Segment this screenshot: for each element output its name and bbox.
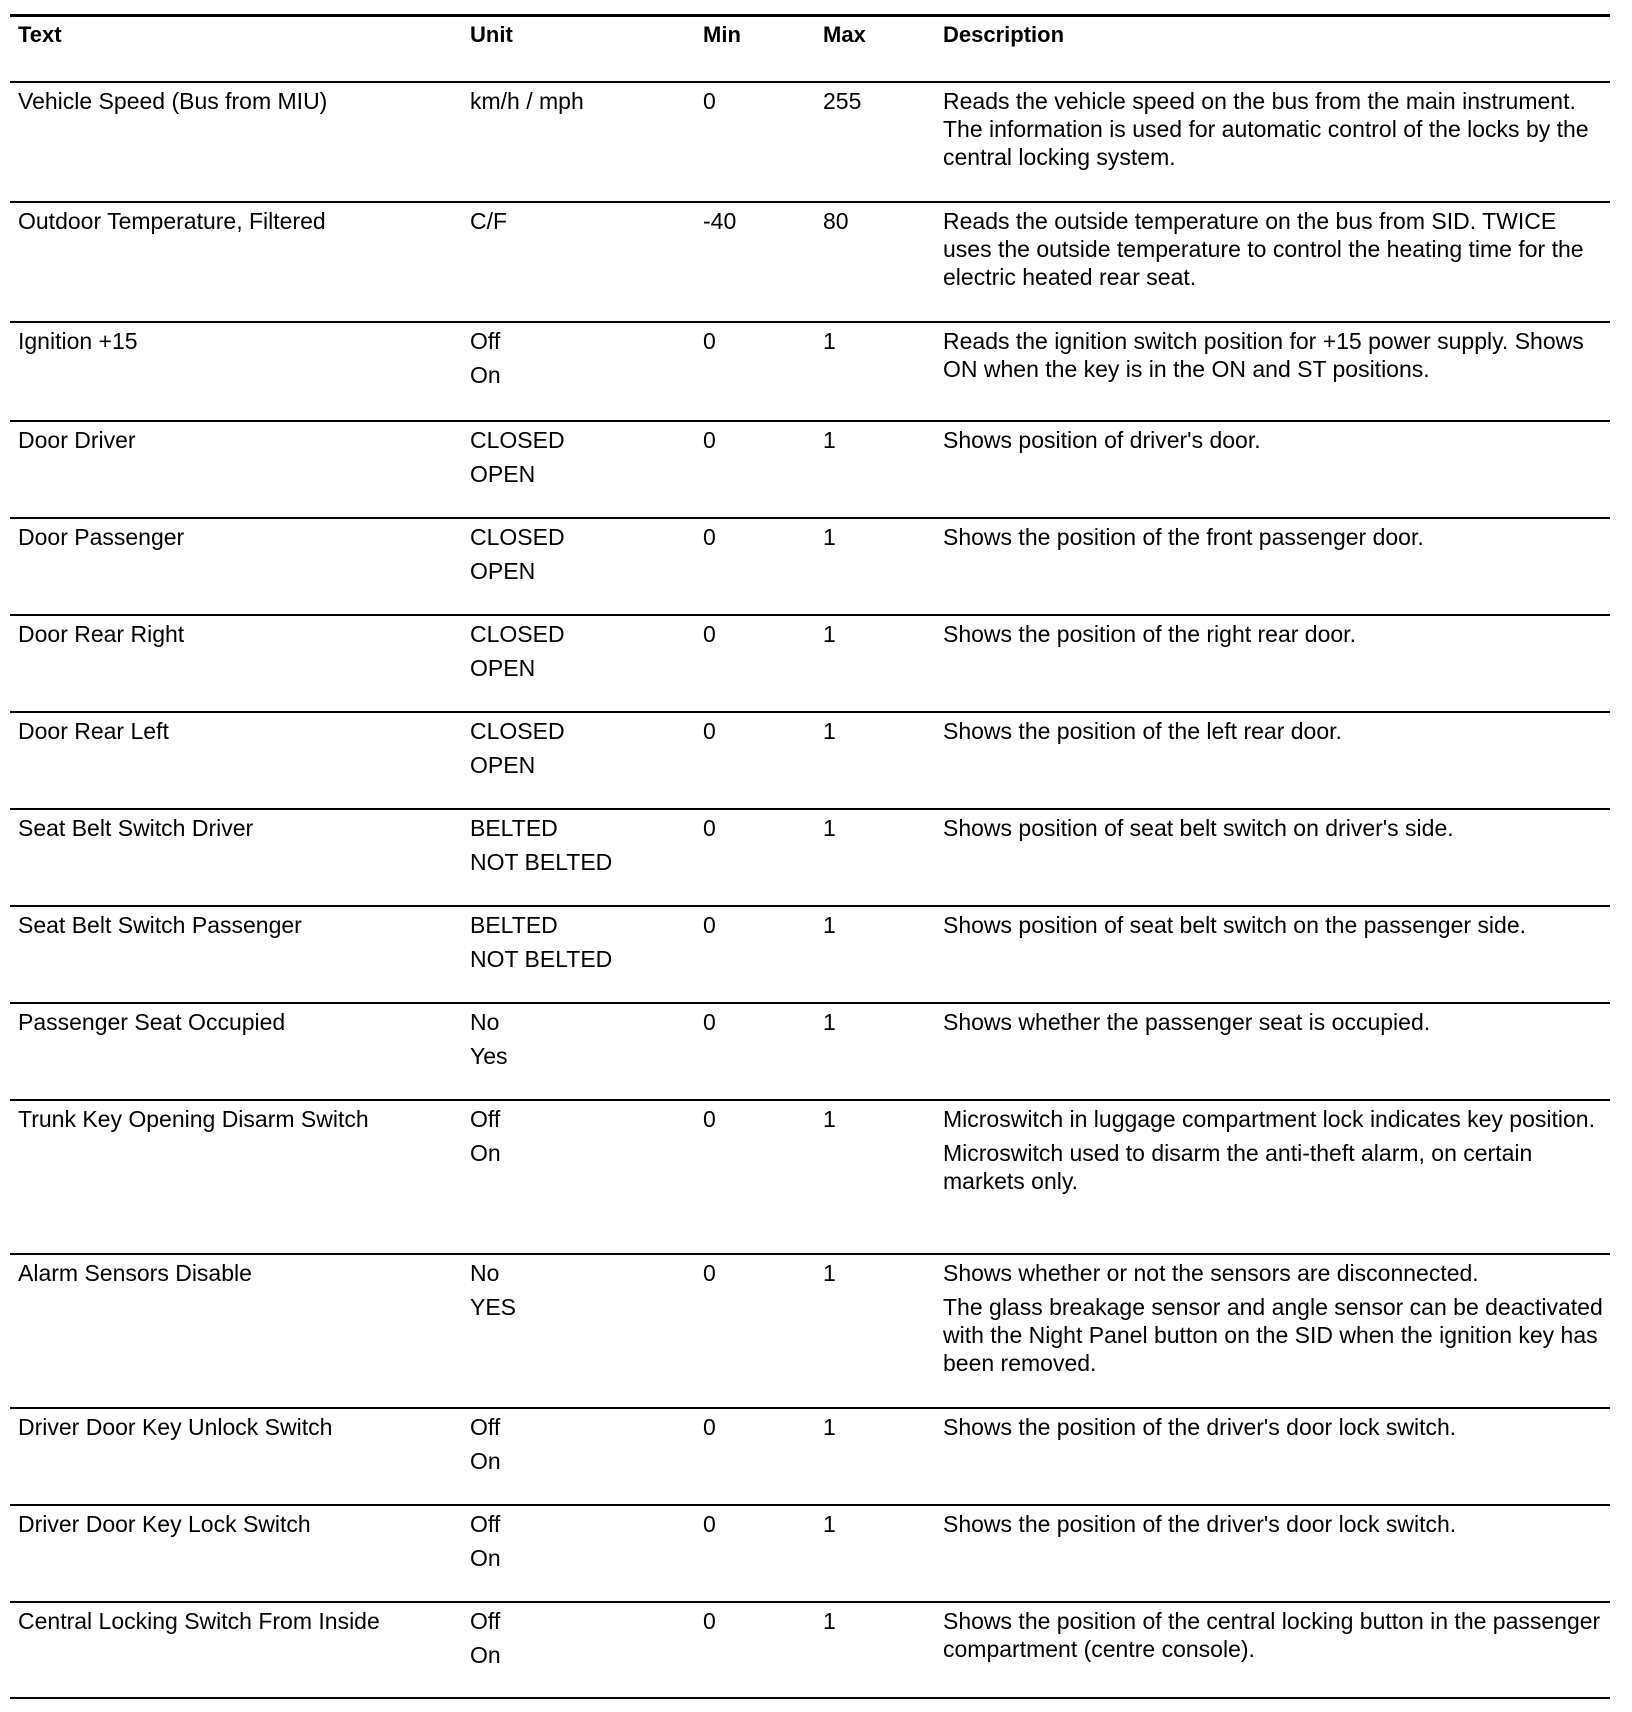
cell-description [935, 421, 1610, 518]
cell-unit [462, 518, 695, 615]
cell-min: 0 [695, 322, 815, 421]
description-text: Reads the vehicle speed on the bus from the main instrument. The information is used for automatic control of the locks by the central locking system. [943, 88, 1589, 170]
header-text: Text [10, 16, 462, 83]
unit-value: OPEN [470, 558, 536, 584]
table-row [10, 322, 1610, 421]
cell-description [935, 82, 1610, 202]
cell-text: Driver Door Key Lock Switch [10, 1505, 462, 1602]
unit-value: Yes [470, 1043, 508, 1069]
description-text: The glass breakage sensor and angle sensor can be deactivated with the Night Panel button on the SID when the ignition key has been removed. [943, 1294, 1603, 1376]
description-text: Shows the position of the driver's door lock switch. [943, 1511, 1457, 1537]
cell-max: 1 [815, 712, 935, 809]
unit-value: CLOSED [470, 718, 565, 744]
cell-description [935, 809, 1610, 906]
cell-description [935, 1254, 1610, 1408]
cell-description [935, 1505, 1610, 1602]
cell-max: 1 [815, 518, 935, 615]
cell-text: Door Rear Right [10, 615, 462, 712]
table-row [10, 1505, 1610, 1602]
table-header-row [10, 16, 1610, 83]
cell-unit [462, 809, 695, 906]
table-row [10, 202, 1610, 322]
cell-text: Door Passenger [10, 518, 462, 615]
cell-description [935, 1408, 1610, 1505]
unit-value: On [470, 1140, 501, 1166]
cell-unit [462, 82, 695, 202]
unit-value: BELTED [470, 815, 558, 841]
cell-min: 0 [695, 1505, 815, 1602]
table-row [10, 82, 1610, 202]
description-text: Shows position of seat belt switch on driver's side. [943, 815, 1454, 841]
unit-value: On [470, 362, 501, 388]
cell-min: 0 [695, 712, 815, 809]
table-row [10, 1100, 1610, 1254]
description-text: Shows the position of the driver's door lock switch. [943, 1414, 1457, 1440]
cell-unit [462, 1408, 695, 1505]
unit-value: No [470, 1009, 500, 1035]
unit-value: BELTED [470, 912, 558, 938]
cell-unit [462, 1003, 695, 1100]
description-text: Shows whether or not the sensors are disconnected. [943, 1260, 1479, 1286]
table-row [10, 809, 1610, 906]
description-text: Shows the position of the front passenger door. [943, 524, 1424, 550]
cell-text: Door Rear Left [10, 712, 462, 809]
cell-text: Door Driver [10, 421, 462, 518]
description-text: Shows the position of the right rear door. [943, 621, 1356, 647]
cell-unit [462, 615, 695, 712]
unit-value: Off [470, 1511, 501, 1537]
cell-unit [462, 421, 695, 518]
cell-unit [462, 322, 695, 421]
description-text: Shows position of driver's door. [943, 427, 1261, 453]
cell-min: 0 [695, 518, 815, 615]
unit-value: Off [470, 1608, 501, 1634]
cell-min: 0 [695, 421, 815, 518]
cell-min: 0 [695, 1100, 815, 1254]
cell-description [935, 202, 1610, 322]
cell-min: 0 [695, 1408, 815, 1505]
cell-min: 0 [695, 82, 815, 202]
cell-max: 1 [815, 1505, 935, 1602]
cell-max: 1 [815, 322, 935, 421]
cell-text: Driver Door Key Unlock Switch [10, 1408, 462, 1505]
table-row [10, 906, 1610, 1003]
cell-min: 0 [695, 809, 815, 906]
cell-description [935, 615, 1610, 712]
cell-max: 80 [815, 202, 935, 322]
cell-max: 1 [815, 1408, 935, 1505]
unit-value: Off [470, 328, 501, 354]
cell-max: 1 [815, 421, 935, 518]
cell-text: Outdoor Temperature, Filtered [10, 202, 462, 322]
table-row [10, 421, 1610, 518]
cell-max: 1 [815, 906, 935, 1003]
cell-max: 1 [815, 1602, 935, 1698]
table-row [10, 1003, 1610, 1100]
cell-text: Vehicle Speed (Bus from MIU) [10, 82, 462, 202]
unit-value: C/F [470, 208, 508, 234]
description-text: Microswitch in luggage compartment lock indicates key position. [943, 1106, 1595, 1132]
cell-description [935, 1003, 1610, 1100]
cell-unit [462, 712, 695, 809]
table-row [10, 1254, 1610, 1408]
table-row [10, 1602, 1610, 1698]
cell-text: Alarm Sensors Disable [10, 1254, 462, 1408]
cell-max: 1 [815, 1100, 935, 1254]
cell-max: 1 [815, 1003, 935, 1100]
description-text: Reads the outside temperature on the bus from SID. TWICE uses the outside temperature to control the heating time for the electric heated rear seat. [943, 208, 1584, 290]
cell-min: 0 [695, 906, 815, 1003]
unit-value: On [470, 1545, 501, 1571]
cell-text: Ignition +15 [10, 322, 462, 421]
unit-value: OPEN [470, 461, 536, 487]
cell-unit [462, 1100, 695, 1254]
parameter-table [10, 14, 1610, 1699]
unit-value: YES [470, 1294, 517, 1320]
header-min: Min [695, 16, 815, 83]
cell-max: 255 [815, 82, 935, 202]
cell-text: Central Locking Switch From Inside [10, 1602, 462, 1698]
unit-value: OPEN [470, 752, 536, 778]
cell-min: 0 [695, 1254, 815, 1408]
cell-description [935, 322, 1610, 421]
cell-max: 1 [815, 809, 935, 906]
table-row [10, 1408, 1610, 1505]
unit-value: CLOSED [470, 427, 565, 453]
unit-value: No [470, 1260, 500, 1286]
table-row [10, 518, 1610, 615]
cell-description [935, 1602, 1610, 1698]
cell-unit [462, 1254, 695, 1408]
unit-value: OPEN [470, 655, 536, 681]
unit-value: NOT BELTED [470, 849, 613, 875]
cell-min: 0 [695, 1602, 815, 1698]
cell-description [935, 712, 1610, 809]
cell-unit [462, 202, 695, 322]
header-max: Max [815, 16, 935, 83]
unit-value: NOT BELTED [470, 946, 613, 972]
header-description: Description [935, 16, 1610, 83]
cell-description [935, 1100, 1610, 1254]
description-text: Microswitch used to disarm the anti-theft alarm, on certain markets only. [943, 1140, 1533, 1194]
cell-description [935, 906, 1610, 1003]
cell-max: 1 [815, 615, 935, 712]
cell-max: 1 [815, 1254, 935, 1408]
cell-min: 0 [695, 615, 815, 712]
unit-value: km/h / mph [470, 88, 584, 114]
cell-text: Seat Belt Switch Driver [10, 809, 462, 906]
unit-value: On [470, 1642, 501, 1668]
description-text: Reads the ignition switch position for +15 power supply. Shows ON when the key is in the ON and ST positions. [943, 328, 1584, 382]
table-row [10, 615, 1610, 712]
unit-value: Off [470, 1414, 501, 1440]
description-text: Shows the position of the central locking button in the passenger compartment (centre console). [943, 1608, 1601, 1662]
description-text: Shows whether the passenger seat is occupied. [943, 1009, 1431, 1035]
table-row [10, 712, 1610, 809]
cell-description [935, 518, 1610, 615]
cell-text: Seat Belt Switch Passenger [10, 906, 462, 1003]
cell-min: -40 [695, 202, 815, 322]
unit-value: CLOSED [470, 621, 565, 647]
header-unit: Unit [462, 16, 695, 83]
cell-text: Trunk Key Opening Disarm Switch [10, 1100, 462, 1254]
unit-value: Off [470, 1106, 501, 1132]
cell-unit [462, 1602, 695, 1698]
cell-min: 0 [695, 1003, 815, 1100]
unit-value: On [470, 1448, 501, 1474]
unit-value: CLOSED [470, 524, 565, 550]
cell-unit [462, 906, 695, 1003]
description-text: Shows the position of the left rear door. [943, 718, 1342, 744]
cell-unit [462, 1505, 695, 1602]
cell-text: Passenger Seat Occupied [10, 1003, 462, 1100]
description-text: Shows position of seat belt switch on the passenger side. [943, 912, 1527, 938]
